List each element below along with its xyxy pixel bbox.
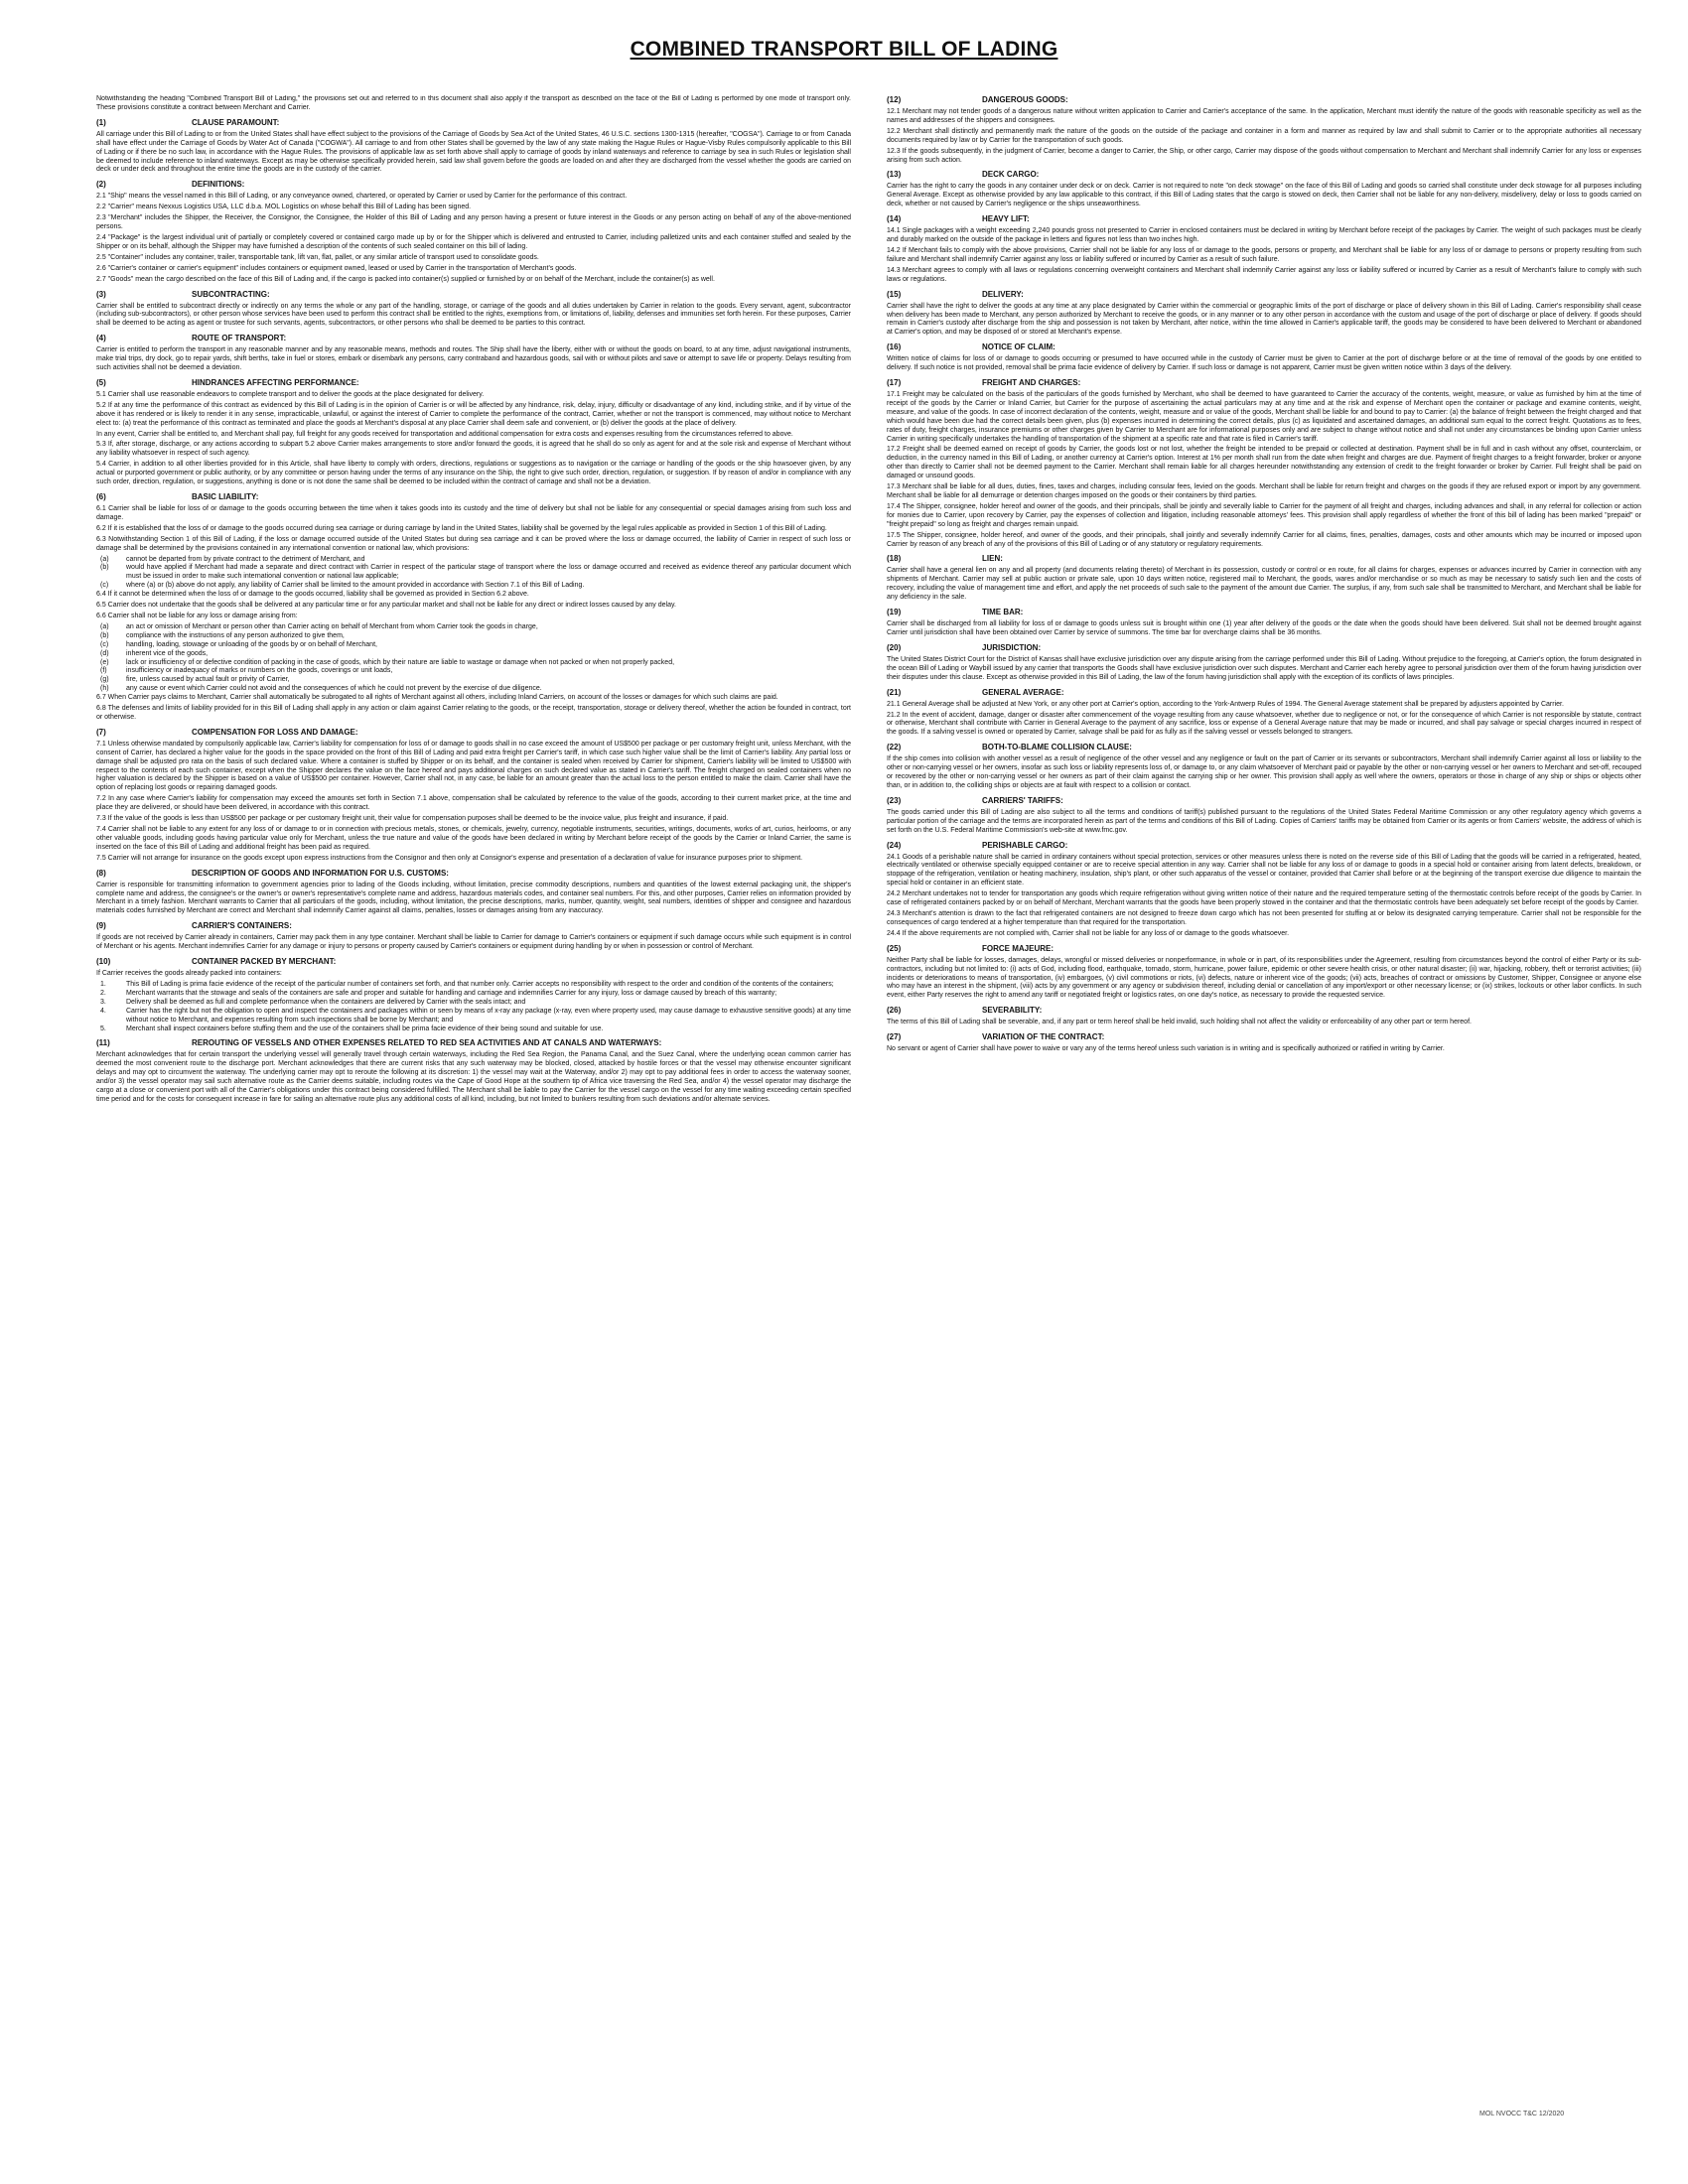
clause-number: (8) [96,868,106,878]
clause-paragraph: Notwithstanding the heading "Combined Transport Bill of Lading," the provisions set out and referred to in this document shall also apply if the transport as described on the face of the Bill of Lading is performed by one mode of transport only. These provisions constitute a contract between Merchant and Carrier. [96,95,851,111]
clause-section [887,643,1641,683]
clause-paragraph: All carriage under this Bill of Lading to or from the United States shall have effect subject to the provisions of the Carriage of Goods by Sea Act of the United States, 46 U.S.C. sections 1300-1315 (hereafter, "COGSA"). Carriage to or from Canada shall have effect under the Carriage of Goods by Water Act of Canada ("COGWA"). All carriage to and from other States shall be governed by the law of any state making the Hague Rules or Hague-Visby Rules compulsorily applicable to this Bill of Lading or if there be no such law, in accordance with the Hague Rules. The provisions of applicable law as set forth above shall apply to carriage of goods by inland waterways and reference to carriage by sea in such Rules or legislation shall be deemed to include reference to inland waterways. Except as may be otherwise specifically provided herein, said law shall govern before the goods are loaded on and after they are discharged from the vessel whether the goods are carried on deck or under deck and throughout the entire time the goods are in the custody of the carrier. [96,130,851,174]
clause-number: (15) [887,289,902,299]
clause-heading [887,1006,1641,1016]
clause-number: (12) [887,95,902,104]
clause-paragraph: 12.3 If the goods subsequently, in the judgment of Carrier, become a danger to Carrier, the Ship, or other cargo, Carrier may dispose of the goods without compensation to Merchant and Merchant shall indemnify Carrier for any loss or expenses arising from such action. [887,147,1641,164]
clause-list-item [96,582,851,591]
clause-paragraph: Neither Party shall be liable for losses, damages, delays, wrongful or missed deliveries or nonperformance, in whole or in part, of its responsibilities under the Agreement, resulting from circumstances beyond the control of either Party or its sub-contractors, including but not limited to: (i) acts of God, including flood, earthquake, tornado, storm, hurricane, power failure, epidemic or other severe health crisis, or other natural disaster; (ii) war, hijacking, robbery, theft or terrorist activities; (iii) incidents or deteriorations to means of transportation, (iv) embargoes, (v) civil commotions or riots, (vi) defects, nature or inherent vice of the goods; (vii) acts, breaches of contract or omissions by Customer, Shipper, Consignee or anyone else who may have an interest in the shipment, (viii) acts by any government or any agency or subdivision thereof, including denial or cancellation of any import/export or other necessary license; or (ix) strikes, lockouts or other labor conflicts. In such event, either Party reserves the right to amend any tariff or negotiated freight or logistics rates, on one day's notice, as necessary to provide the requested service. [887,956,1641,1000]
clause-paragraph: Written notice of claims for loss of or damage to goods occurring or presumed to have occurred while in the custody of Carrier must be given to Carrier at the port of discharge before or at the time of removal of the goods by one entitled to delivery. If such notice is not provided, removal shall be prima facie evidence of delivery by Carrier. If such loss or damage is not apparent, Carrier must be given written notice within 3 days of the delivery. [887,355,1641,372]
clause-title: REROUTING OF VESSELS AND OTHER EXPENSES RELATED TO RED SEA ACTIVITIES AND AT CANALS AND WATERWAYS: [192,1038,662,1048]
clause-paragraph: Carrier is responsible for transmitting information to government agencies prior to lading of the Goods including, without limitation, precise commodity descriptions, numbers and quantities of the lowest external packaging unit, the shipper's complete name and address, the consignee's or the owner's or owner's representative's complete name and address, hazardous materials codes, and container seal numbers. For this, and other purposes, Carrier relies on information provided by Merchant in a timely fashion. Merchant warrants to Carrier that all particulars of the goods, including, without limitation, the precise descriptions, marks, number, quantity, weight, seal numbers, identities of shipper and consignee and hazardous materials codes furnished by Merchant are correct and Merchant shall indemnify Carrier against all claims, penalties, losses or damages arising from any inaccuracy. [96,881,851,915]
clause-heading [96,957,851,967]
clause-title: DEFINITIONS: [192,180,245,190]
clause-paragraph: 14.3 Merchant agrees to comply with all laws or regulations concerning overweight containers and Merchant shall indemnify Carrier against any loss or liability suffered or incurred by Carrier as a result of Merchant's failure to comply with such laws or regulations. [887,266,1641,283]
clause-number: (27) [887,1032,902,1042]
clause-title: CLAUSE PARAMOUNT: [192,117,280,127]
clause-number: (21) [887,687,902,697]
clause-paragraph: 2.4 "Package" is the largest individual unit of partially or completely covered or contained cargo made up by or for the Shipper which is delivered and entrusted to Carrier, including palletized units and each container stuffed and sealed by the Shipper or on its behalf, although the Shipper may have furnished a description of the contents of such sealed container on this bill of lading. [96,233,851,250]
clause-paragraph: If the ship comes into collision with another vessel as a result of negligence of the other vessel and any negligence or fault on the part of Carrier or its servants or subcontractors, Merchant shall indemnify Carrier against all loss or liability to the other or non-carrying vessel or her owners, insofar as such loss or liability represents loss of, or damage to, or any claim whatsoever of Merchant paid or payable by the other or non-carrying vessel or her owners to Merchant and set-off, recouped or recovered by the other or non-carrying vessel or her owners as part of their claim against the carrying ship or her owner. This provision shall apply as well where the owners, operators or those in charge of any ship or ships or objects other than, or in addition to, the colliding ships or objects are at fault with respect to a collision or contact. [887,755,1641,789]
clause-paragraph: 7.4 Carrier shall not be liable to any extent for any loss of or damage to or in connection with precious metals, stones, or chemicals, jewelry, currency, negotiable instruments, securities, writings, documents, works of art, curios, heirlooms, or any other valuable goods, including goods having particular value only for Merchant, unless the true nature and value of the goods have been declared in writing by Merchant before receipt of the goods by the Carrier or Inland Carrier, the same is inserted on the face of this Bill of Lading and additional freight has been paid as required. [96,826,851,851]
list-item-marker: (c) [100,582,109,590]
clause-paragraph: 24.2 Merchant undertakes not to tender for transportation any goods which require refrigeration without giving written notice of their nature and the required temperature setting of the thermostatic controls before receipt of the goods by Carrier. In case of refrigerated containers packed by or on behalf of Merchant, Merchant warrants that the goods have been properly stowed in the container and that the thermostatic controls have been adequately set before receipt of the goods by Carrier. [887,890,1641,907]
clause-section [887,290,1641,339]
clause-paragraph: 12.2 Merchant shall distinctly and permanently mark the nature of the goods on the outside of the package and container in a form and manner as required by law and shall submit to Carrier or to the appropriate authorities all necessary documents required by law or by Carrier for the transportation of such goods. [887,127,1641,144]
clause-heading [887,743,1641,752]
clause-paragraph: 5.3 If, after storage, discharge, or any actions according to subpart 5.2 above Carrier makes arrangements to store and/or forward the goods, it is agreed that he shall do so only as agent for and at the sole risk and expense of Merchant without any liability whatsoever in respect of such agency. [96,441,851,458]
clause-paragraph: 2.7 "Goods" mean the cargo described on the face of this Bill of Lading and, if the cargo is packed into container(s) supplied or furnished by or on behalf of the Merchant, include the container(s) as well. [96,275,715,283]
clause-paragraph: 17.3 Merchant shall be liable for all dues, duties, fines, taxes and charges, including consular fees, levied on the goods. Merchant shall be liable for return freight and charges on the goods if they are refused export or import by any government. Merchant shall be liable for all demurrage or detention charges imposed on the goods or their containers by third parties. [887,483,1641,499]
clause-paragraph: 5.1 Carrier shall use reasonable endeavors to complete transport and to deliver the goods at the place designated for delivery. [96,390,485,398]
clause-number: (24) [887,840,902,850]
clause-paragraph: 21.2 In the event of accident, damage, danger or disaster after commencement of the voyage resulting from any cause whatsoever, whether due to negligence or not, or for the consequence of which Carrier is not responsible by statute, contract or otherwise, Merchant shall contribute with Carrier in General Average to the payment of any sacrifice, loss or expense of a General Average nature that may be made or incurred, and shall pay salvage or special charges incurred in respect of the goods. If a salving vessel is owned or operated by Carrier, salvage shall be paid for as fully as if the salving vessel or vessels belonged to strangers. [887,711,1641,737]
clause-section [96,1038,851,1104]
page-title: COMBINED TRANSPORT BILL OF LADING [630,38,1058,61]
list-item-text: handling, loading, stowage or unloading of the goods by or on behalf of Merchant, [126,640,377,648]
clause-section [96,728,851,864]
clause-paragraph: 2.1 "Ship" means the vessel named in this Bill of Lading, or any conveyance owned, chartered, or operated by Carrier or used by Carrier for the performance of this contract. [96,193,628,201]
clause-heading [96,728,851,738]
clause-title: BASIC LIABILITY: [192,492,259,501]
clause-title: DESCRIPTION OF GOODS AND INFORMATION FOR U.S. CUSTOMS: [192,868,449,878]
clause-section [887,841,1641,939]
clause-paragraph: Merchant acknowledges that for certain transport the underlying vessel will generally travel through certain waterways, including the Red Sea Region, the Panama Canal, and the Suez Canal, where the underlying ocean common carrier has deemed the most convenient route to the discharge port. Merchant acknowledges that there are current risks that any such waterway may be blocked, closed, attacked by hostile forces or that the vessel may otherwise encounter significant delays and may opt to circumvent the waterway. The underlying carrier may opt to reroute the following at its discretion: 1) the vessel may wait at the Waterway, and/or 2) may opt to pay additional fees in order to access the waterway sooner, and/or 3) the vessel operator may sail such alternative route as the Carrier deems suitable, including routes via the Cape of Good Hope at the southern tip of Africa vice traversing the Red Sea, and/or 4) the vessel operator may discharge the cargo at a close or convenient port with all of the Carrier's obligations under this contract being considered fulfilled. The Merchant shall be liable to pay the Carrier for the vessel cargo on the vessel for any time waiting exceeding certain specified time period and for the costs for consequent increase in fare for sailing an alternative route plus any additional costs of all kind, including, but not limited to bunkers resulting from such deviations and/or alternate services. [96,1051,851,1103]
clause-section [887,1006,1641,1027]
clause-paragraph: If Carrier receives the goods already packed into containers: [96,970,282,978]
clause-number: (13) [887,170,902,180]
clause-paragraph: 6.1 Carrier shall be liable for loss of or damage to the goods occurring between the time when it takes goods into its custody and the time of delivery but shall not be liable for any consequential or special damages arising from such loss and damage. [96,505,851,521]
clause-title: FORCE MAJEURE: [982,943,1055,953]
clause-title: FREIGHT AND CHARGES: [982,378,1081,388]
document-version-footer: MOL NVOCC T&C 12/2020 [1479,2111,1565,2117]
clause-list-item [96,999,851,1008]
clause-section [887,95,1641,165]
clause-section [96,334,851,373]
clause-heading [887,95,1641,105]
clause-section [96,95,851,113]
clause-paragraph: 5.2 If at any time the performance of this contract as evidenced by this Bill of Lading is in the opinion of Carrier is or will be affected by any hindrance, risk, delay, injury, difficulty or disadvantage of any kind, including strike, and if by virtue of the above it has rendered or is likely to render it in any sense, impracticable, unlawful, or against the interest of Carrier to complete the performance of the contract, Carrier, whether or not the transport is commenced, may without notice to Merchant elect to: (a) treat the performance of this contract as terminated and place the goods at Merchant's disposal at any place Carrier shall deem safe and convenient, or (b) deliver the goods at the place of delivery. [96,401,851,427]
clause-title: CARRIER'S CONTAINERS: [192,921,292,931]
clause-list-item [96,650,851,659]
right-column [887,95,1641,2140]
list-item-marker: 1. [100,980,106,988]
clause-title: DECK CARGO: [982,170,1040,180]
clause-paragraph: 2.2 "Carrier" means Nexxus Logistics USA, LLC d.b.a. MOL Logistics on whose behalf this Bill of Lading has been signed. [96,204,472,211]
clause-list-item [96,556,851,565]
clause-heading [96,290,851,300]
list-item-text: where (a) or (b) above do not apply, any liability of Carrier shall be limited to the amount provided in accordance with Section 7.1 of this Bill of Lading. [126,582,585,590]
list-item-text: This Bill of Lading is prima facie evidence of the receipt of the particular number of containers set forth, and that number only. Carrier accepts no responsibility with respect to the order and condition of the contents of the containers; [126,980,834,988]
clause-title: CARRIERS' TARIFFS: [982,795,1063,805]
clause-paragraph: Carrier shall be discharged from all liability for loss of or damage to goods unless suit is brought within one (1) year after delivery of the goods or the date when the goods should have been delivered. Suit shall not be deemed brought against Carrier until jurisdiction shall have been obtained over Carrier by service of summons. The time bar for overcharge claims shall be 36 months. [887,620,1641,636]
list-item-marker: 4. [100,1007,106,1015]
clause-heading [887,841,1641,851]
list-item-marker: 2. [100,989,106,997]
clause-list-item [96,623,851,632]
list-item-marker: (h) [100,685,109,693]
list-item-marker: (a) [100,555,109,563]
clause-title: SEVERABILITY: [982,1006,1043,1016]
clause-section [887,214,1641,284]
clause-paragraph: Carrier shall have a general lien on any and all property (and documents relating thereto) of Merchant in its possession, custody or control or en route, for all claims for charges, expenses or advances incurred by Carrier in connection with any shipments of Merchant. Carrier may sell at public auction or private sale, upon 10 days written notice, registered mail to Merchant, the goods, wares and/or merchandise or so much as may be necessary to satisfy such lien and the costs of recovery, including the value of management time and effort, and apply the net proceeds of such sale to the payment of the amount due Carrier. The surplus, if any, from such sale shall be transmitted to Merchant, and Merchant shall be liable for any deficiency in the sale. [887,567,1641,602]
clause-number: (26) [887,1006,902,1016]
clause-number: (23) [887,795,902,805]
clause-title: BOTH-TO-BLAME COLLISION CLAUSE: [982,743,1132,752]
clause-number: (3) [96,289,106,299]
clause-heading [887,290,1641,300]
list-item-text: Merchant shall inspect containers before stuffing them and the use of the containers shall be prima facie evidence of their being sound and suitable for use. [126,1024,604,1032]
clause-list-item [96,990,851,999]
clause-paragraph: In any event, Carrier shall be entitled to, and Merchant shall pay, full freight for any goods received for transportation and additional compensation for extra costs and expenses resulting from the circumstances referred to above. [96,430,793,438]
clause-paragraph: 7.1 Unless otherwise mandated by compulsorily applicable law, Carrier's liability for compensation for loss of or damage to goods shall in no case exceed the amount of US$500 per package or per customary freight unit, unless Merchant, with the consent of Carrier, has declared a higher value for the goods in the space provided on the front of this Bill of Lading and paid extra freight per Carrier's tariff, in which case such higher value shall be the limit of Carrier's liability. Any partial loss or damage shall be adjusted pro rata on the basis of such declared value. Where a container is stuffed by Shipper or on its behalf, and the container is sealed when received by Carrier for shipment, Carrier's liability will be limited to US$500 with respect to the contents of each such container, except when the Shipper declares the value on the face hereof and pays additional charges on such declared value as stated in Carrier's tariff. The freight charged on sealed containers when no higher valuation is declared by the Shipper is based on a value of US$500 per container. However, Carrier shall not, in any case, be liable for an amount greater than the actual loss to the person entitled to make the claim. Carrier shall have the option of replacing lost goods or repairing damaged goods. [96,740,851,792]
clause-heading [887,688,1641,698]
clause-paragraph: 14.2 If Merchant fails to comply with the above provisions, Carrier shall not be liable for any loss of or damage to the goods, persons or property, and Merchant shall be liable for any loss of or damage to persons or property resulting from such failure and Merchant shall indemnify Carrier against any loss or liability suffered or incurred by Carrier as a result of such failure. [887,246,1641,263]
clause-section [887,342,1641,373]
clause-list-item [96,564,851,582]
clause-number: (6) [96,492,106,501]
clause-number: (17) [887,378,902,388]
list-item-text: would have applied if Merchant had made a separate and direct contract with Carrier in respect of the particular stage of transport where the loss or damage occurred and received as evidence thereof any particular document which must be issued in order to make such international convention or national law applicable; [126,564,851,581]
clause-paragraph: 17.2 Freight shall be deemed earned on receipt of goods by Carrier, the goods lost or not lost, whether the freight be intended to be prepaid or collected at destination. Payment shall be in full and in cash without any offset, counterclaim, or deduction, in the currency named in this Bill of Lading, or another currency at Carrier's option. Interest at 1% per month shall run from the date when freight and charges are due. Payment of freight charges to a freight forwarder, broker or anyone other than directly to Carrier shall not be deemed payment to the Carrier. Merchant shall remain liable for all charges hereunder notwithstanding any extension of credit to the freight forwarder or broker by Carrier. Full freight shall be paid on damaged or unsound goods. [887,446,1641,480]
clause-heading [887,378,1641,388]
clause-section [887,554,1641,603]
clause-heading [887,944,1641,954]
clause-paragraph: 6.7 When Carrier pays claims to Merchant, Carrier shall automatically be subrogated to all rights of Merchant against all others, including Inland Carriers, on account of the losses or damages for which such claims are paid. [96,694,778,702]
clause-paragraph: 24.3 Merchant's attention is drawn to the fact that refrigerated containers are not designed to freeze down cargo which has not been presented for stuffing at or below its designated carrying temperature. Carrier shall not be responsible for the consequences of cargo tendered at a higher temperature than that required for the transportation. [887,910,1641,926]
clause-paragraph: 21.1 General Average shall be adjusted at New York, or any other port at Carrier's option, according to the York-Antwerp Rules of 1994. The General Average statement shall be prepared by adjusters appointed by Carrier. [887,700,1564,708]
clause-section [96,492,851,723]
clause-paragraph: 17.5 The Shipper, consignee, holder hereof, and owner of the goods, and their principals, shall jointly and severally indemnify Carrier for all claims, fines, penalties, damages, costs and other amounts which may be incurred or imposed upon Carrier by reason of any breach of any of the provisions of this Bill of Lading or of any statutory or regulatory requirements. [887,531,1641,548]
clause-paragraph: 24.1 Goods of a perishable nature shall be carried in ordinary containers without special protection, services or other measures unless there is noted on the reverse side of this Bill of Lading that the goods will be carried in a refrigerated, heated, electrically ventilated or otherwise specially equipped container or are to receive special attention in any way. Carrier shall not be liable for any loss of or damage to goods in a special hold or container arising from latent defects, breakdown, or stoppage of the refrigeration, ventilation or heating machinery, insulation, ship's plant, or other such apparatus of the vessel or container, provided that Carrier shall before or at the beginning of the transport exercise due diligence to maintain the special hold or container in an efficient state. [887,853,1641,887]
clause-title: COMPENSATION FOR LOSS AND DAMAGE: [192,727,358,737]
clause-title: PERISHABLE CARGO: [982,840,1068,850]
clause-heading [96,1038,851,1048]
clause-number: (19) [887,608,902,617]
clause-section [887,688,1641,739]
clause-heading [96,921,851,931]
clause-paragraph: Carrier shall have the right to deliver the goods at any time at any place designated by Carrier within the commercial or geographic limits of the port of discharge or place of delivery shown in this Bill of Lading. Carrier's responsibility shall cease when delivery has been made to Merchant, any person authorized by Merchant to receive the goods, or in any manner or to any other person in accordance with the custom and usage of the port of discharge or place of delivery. If goods should remain in Carrier's custody after discharge from the ship and possession is not taken by Merchant, after notice, within the time allowed in Carrier's applicable tariff, the goods may be considered to have been delivered to Merchant or abandoned at Carrier's option, and may be disposed of or stored at Merchant's expense. [887,302,1641,337]
list-item-text: an act or omission of Merchant or person other than Carrier acting on behalf of Merchant from whom Carrier took the goods in charge, [126,622,538,630]
list-item-text: fire, unless caused by actual fault or privity of Carrier, [126,676,290,684]
clause-section [96,869,851,917]
clause-list-item [96,1008,851,1025]
clause-section [96,180,851,284]
clause-number: (10) [96,957,111,967]
list-item-text: cannot be departed from by private contract to the detriment of Merchant, and [126,555,365,563]
clause-title: GENERAL AVERAGE: [982,687,1064,697]
clause-list-item [96,641,851,650]
clause-section [96,378,851,487]
clause-title: LIEN: [982,554,1003,564]
clause-section [887,743,1641,791]
clause-number: (7) [96,727,106,737]
list-item-text: Carrier has the right but not the obligation to open and inspect the containers and packages within or seen by means of x-ray any package (x-ray, even where property used, may cause damage to exhaustive sensitive goods) at any time without notice to Merchant, and expenses resulting from such inspections shall be borne by Merchant; and [126,1007,851,1024]
clause-heading [96,869,851,879]
clause-paragraph: 6.2 If it is established that the loss of or damage to the goods occurred during sea carriage or during carriage by land in the United States, liability shall be governed by the legal rules applicable as provided in Section 1 of this Bill of Lading. [96,524,827,532]
clause-heading [96,492,851,502]
list-item-text: insufficiency or inadequacy of marks or numbers on the goods, coverings or unit loads, [126,667,393,675]
clause-heading [887,342,1641,352]
clause-title: VARIATION OF THE CONTRACT: [982,1032,1105,1042]
clause-number: (4) [96,334,106,343]
clause-heading [887,1032,1641,1042]
list-item-marker: (b) [100,631,109,639]
clause-paragraph: 2.3 "Merchant" includes the Shipper, the Receiver, the Consignor, the Consignee, the Holder of this Bill of Lading and any person having a present or future interest in the Goods or any person acting on behalf of any of the above-mentioned persons. [96,214,851,231]
clause-heading [887,608,1641,617]
clause-paragraph: 17.4 The Shipper, consignee, holder hereof and owner of the goods, and their principals, shall be jointly and severally liable to Carrier for the payment of all freight and charges, including advances and shall, in any referral for collection or action for monies due to Carrier, upon recovery by Carrier, pay the expenses of collection and litigation, including reasonable attorneys' fees. This provision shall apply regardless of whether the front of this bill of lading has been marked "prepaid" or "freight prepaid" so long as freight and charges remain unpaid. [887,502,1641,528]
clause-number: (16) [887,342,902,352]
clause-number: (11) [96,1038,110,1048]
clause-paragraph: The terms of this Bill of Lading shall be severable, and, if any part or term hereof shall be held invalid, such holding shall not affect the validity or enforceability of any other part or term hereof. [887,1019,1472,1026]
clause-heading [887,554,1641,564]
clause-heading [96,180,851,190]
clause-title: JURISDICTION: [982,642,1042,652]
clause-section [887,170,1641,209]
clause-paragraph: The United States District Court for the District of Kansas shall have exclusive jurisdiction over any dispute arising from the carriage performed under this Bill of Lading. Without prejudice to the foregoing, at Carrier's option, the forum designated in the ocean Bill of Lading or Waybill issued by any carrier that transports the Goods shall have exclusive jurisdiction over such disputes. Merchant and Carrier each hereby agree to personal jurisdiction over them of the forum having jurisdiction over their disputes under this clause. Except as otherwise provided in this Bill of Lading, the law of the forum having jurisdiction shall apply with the exception of its conflicts of laws principles. [887,655,1641,681]
clause-heading [887,796,1641,806]
clause-number: (25) [887,943,902,953]
list-item-marker: (b) [100,564,109,572]
clause-title: DANGEROUS GOODS: [982,95,1068,104]
clause-heading [96,334,851,343]
clause-paragraph: No servant or agent of Carrier shall have power to waive or vary any of the terms hereof unless such variation is in writing and is specifically authorized or ratified in writing by Carrier. [887,1045,1445,1053]
list-item-text: Merchant warrants that the stowage and seals of the containers are safe and proper and suitable for handling and carriage and indemnifies Carrier for any injury, loss or damage caused by breach of this warranty; [126,989,777,997]
clause-list-item [96,632,851,641]
list-item-text: any cause or event which Carrier could not avoid and the consequences of which he could not prevent by the exercise of due diligence. [126,685,542,693]
list-item-marker: (g) [100,676,109,684]
clause-paragraph: Carrier has the right to carry the goods in any container under deck or on deck. Carrier is not required to note "on deck stowage" on the face of this Bill of Lading and goods so carried shall constitute under deck stowage for all purposes including General Average. Except as otherwise provided by any law applicable to this contract, if this Bill of Lading states that the cargo is stowed on deck, then Carrier shall not be liable for any non-delivery, misdelivery, delay or loss to goods carried on deck, whether or not caused by Carrier's negligence or the ships unseaworthiness. [887,183,1641,208]
list-item-marker: (d) [100,649,109,657]
clause-section [887,1032,1641,1054]
clause-title: HINDRANCES AFFECTING PERFORMANCE: [192,377,359,387]
clause-title: SUBCONTRACTING: [192,289,270,299]
list-item-marker: (e) [100,658,109,666]
clause-title: TIME BAR: [982,608,1024,617]
list-item-marker: (a) [100,622,109,630]
clause-number: (20) [887,642,902,652]
clause-paragraph: Carrier is entitled to perform the transport in any reasonable manner and by any reasonable means, methods and routes. The Ship shall have the liberty, either with or without the goods on board, to at any time, adjust navigational instruments, make trial trips, dry dock, go to repair yards, shift berths, take in fuel or stores, embark or disembark any persons, carry contraband and hazardous goods, sail with or without pilots and save or attempt to save life or property. Delays resulting from such activities shall not be deemed a deviation. [96,346,851,372]
clause-paragraph: If goods are not received by Carrier already in containers, Carrier may pack them in any type container. Merchant shall be liable to Carrier for damage to Carrier's containers or equipment if such damage occurs while such equipment is in control of Merchant or his agents. Merchant indemnifies Carrier for any damage or injury to persons or property caused by Carrier's containers or equipment during handling by or when in possession or control of Merchant. [96,934,851,951]
clause-paragraph: 6.5 Carrier does not undertake that the goods shall be delivered at any particular time or for any particular market and shall not be liable for any direct or indirect losses caused by any delay. [96,602,676,610]
clause-section [96,290,851,330]
clause-paragraph: 2.5 "Container" includes any container, trailer, transportable tank, lift van, flat, pallet, or any similar article of transport used to consolidate goods. [96,253,539,261]
clause-heading [887,170,1641,180]
clause-paragraph: 6.3 Notwithstanding Section 1 of this Bill of Lading, if the loss or damage occurred outside of the United States but during sea carriage and it can be proved where the loss or damage occurred, the liability of Carrier in respect of such loss or damage shall be determined by the provisions contained in any international convention or national law, which provisions: [96,535,851,552]
list-item-marker: (f) [100,667,107,675]
clause-paragraph: 14.1 Single packages with a weight exceeding 2,240 pounds gross not presented to Carrier in enclosed containers must be declared in writing by Merchant before receipt of the packages by Carrier. The weight of such packages must be clearly and durably marked on the outside of the package in letters and figures not less than two inches high. [887,227,1641,244]
left-column [96,95,851,2140]
clause-heading [887,643,1641,653]
clause-number: (22) [887,743,902,752]
clause-paragraph: 2.6 "Carrier's container or carrier's equipment" includes containers or equipment owned, leased or used by Carrier in the transportation of Merchant's goods. [96,264,577,272]
clause-number: (1) [96,117,106,127]
clause-paragraph: The goods carried under this Bill of Lading are also subject to all the terms and conditions of tariff(s) published pursuant to the regulations of the United States Federal Maritime Commission or any other regulatory agency which governs a particular portion of the carriage and the terms are incorporated herein as part of the terms and conditions of this Bill of Lading. Copies of Carriers' tariffs may be obtained from Carrier or its agents or from Carriers' website, the address of which is set forth on the U.S. Federal Maritime Commission's web-site at www.fmc.gov. [887,808,1641,834]
list-item-text: lack or insufficiency of or defective condition of packing in the case of goods, which by their nature are liable to wastage or damage when not packed or when not properly packed, [126,658,675,666]
clause-number: (9) [96,921,106,931]
list-item-text: compliance with the instructions of any person authorized to give them, [126,631,345,639]
clause-section [96,957,851,1033]
clause-section [887,378,1641,549]
clause-title: HEAVY LIFT: [982,214,1030,224]
clause-list-item [96,676,851,685]
clause-title: DELIVERY: [982,289,1024,299]
clause-paragraph: 12.1 Merchant may not tender goods of a dangerous nature without written application to Carrier and Carrier's acceptance of the same. In the application, Merchant must identify the nature of the goods with reasonable specificity as well as the names and addresses of the shippers and consignees. [887,108,1641,124]
clause-title: NOTICE OF CLAIM: [982,342,1055,352]
clause-section [96,921,851,952]
clause-list-item [96,1025,851,1034]
clause-section [887,944,1641,1002]
clause-heading [96,118,851,128]
clause-paragraph: 17.1 Freight may be calculated on the basis of the particulars of the goods furnished by Merchant, who shall be deemed to have guaranteed to Carrier the accuracy of the contents, weight, measure, or value as furnished by him at the time of receipt of the goods by the Carrier or Inland Carrier, but Carrier for the purpose of ascertaining the actual particulars may at any time and at the risk and expense of Merchant open the container or package and examine contents, weight, measure, and value of the goods. In case of incorrect declaration of the contents, weight, measure and or value of the goods, Merchant shall be liable for and bound to pay to Carrier: (a) the balance of freight between the freight charged and that which would have been due had the correct details been given, plus (b) expenses incurred in determining the correct details, plus (c) as liquidated and ascertained damages, an additional sum equal to the correct freight. Quotations as to fees, rates of duty, freight charges, insurance premiums or other charges given by Carrier to Merchant are for informational purposes only and are subject to change without notice and shall not under any circumstances be binding upon Carrier unless Carrier in writing specifically undertakes the handling of transportation of the shipment at a specific rate and that rate is filed in Carrier's tariff. [887,391,1641,443]
list-item-text: inherent vice of the goods, [126,649,209,657]
clause-paragraph: Carrier shall be entitled to subcontract directly or indirectly on any terms the whole or any part of the handling, storage, or carriage of the goods and all duties undertaken by Carrier in relation to the goods. Every servant, agent, subcontractor (including sub-subcontractors), or other person whose services have been used to perform this contract shall be entitled to the rights, exemptions from, or limitations of, liability, defenses and immunities set forth herein. For these purposes, Carrier shall be deemed to be acting as agent or trustee for such servants, agents, subcontractors, or other persons who shall be deemed to be parties to this contract. [96,302,851,328]
list-item-marker: 5. [100,1024,106,1032]
clause-list-item [96,659,851,668]
clause-number: (5) [96,377,106,387]
clause-paragraph: 6.8 The defenses and limits of liability provided for in this Bill of Lading shall apply in any action or claim against Carrier relating to the goods, or the receipt, transportation, storage or delivery thereof, whether the action be founded in contract, tort or otherwise. [96,705,851,721]
clause-paragraph: 7.3 If the value of the goods is less than US$500 per package or per customary freight unit, their value for compensation purposes shall be deemed to be the invoice value, plus freight and insurance, if paid. [96,815,729,823]
clause-number: (14) [887,214,902,224]
clause-title: ROUTE OF TRANSPORT: [192,334,287,343]
clause-section [96,118,851,176]
clause-number: (2) [96,180,106,190]
clause-heading [96,378,851,388]
clause-number: (18) [887,554,902,564]
clause-list-item [96,685,851,694]
clause-paragraph: 7.2 In any case where Carrier's liability for compensation may exceed the amounts set forth in Section 7.1 above, compensation shall be calculated by reference to the value of the goods, according to their current market price, at the time and place they are delivered, or should have been delivered, in accordance with this contract. [96,795,851,812]
clause-section [887,608,1641,638]
clause-paragraph: 24.4 If the above requirements are not complied with, Carrier shall not be liable for any loss of or damage to the goods whatsoever. [887,929,1290,937]
clause-heading [887,214,1641,224]
list-item-text: Delivery shall be deemed as full and complete performance when the containers are delivered by Carrier with the seals intact; and [126,998,526,1006]
clause-title: CONTAINER PACKED BY MERCHANT: [192,957,337,967]
clause-list-item [96,667,851,676]
clause-paragraph: 6.6 Carrier shall not be liable for any loss or damage arising from: [96,612,298,619]
clause-paragraph: 5.4 Carrier, in addition to all other liberties provided for in this Article, shall have liberty to comply with orders, directions, regulations or suggestions as to navigation or the carriage or handling of the goods or the ship howsoever given, by any actual or purported government or public authority, or by any committee or person having under the terms of any insurance on the Ship, the right to give such order, direction, regulation, or suggestion. If by reason of and/or in compliance with any such order, direction, regulation, or suggestions, anything is done or is not done the same shall be deemed to be included within the contract of carriage and shall not be a deviation. [96,461,851,486]
clause-section [887,796,1641,836]
list-item-marker: (c) [100,640,109,648]
clause-list-item [96,981,851,990]
clause-paragraph: 6.4 If it cannot be determined when the loss of or damage to the goods occurred, liability shall be governed as provided in Section 6.2 above. [96,591,529,599]
clause-paragraph: 7.5 Carrier will not arrange for insurance on the goods except upon express instructions from the Consignor and then only at Consignor's expense and presentation of a declaration of value for insurance purposes prior to shipment. [96,854,803,862]
list-item-marker: 3. [100,998,106,1006]
